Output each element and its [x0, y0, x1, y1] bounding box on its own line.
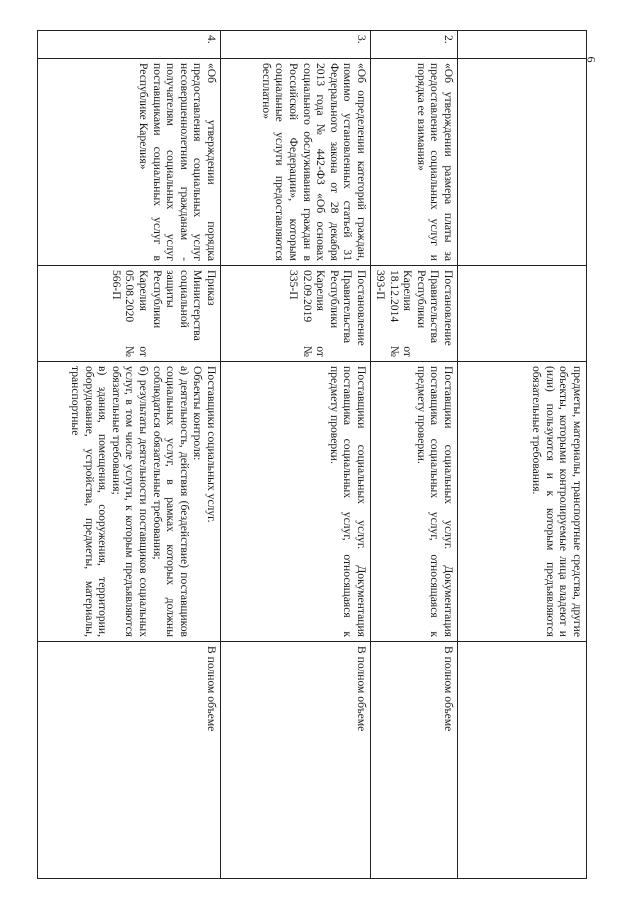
- table-row: [38, 31, 221, 879]
- table-row: [221, 31, 371, 879]
- rotated-table-container: [52, 30, 587, 878]
- cell-number: [458, 31, 587, 59]
- cell-subject: предметы, материалы, транспортные средства, другие объекты, которыми контролируемые лица владеют и (или) пользуются и к которым предъявляются обязательные требования.: [458, 362, 587, 642]
- cell-name: «Об определении категорий граждан, помимо установленных статьей 31 Федерального закона от 28 декабря 2013 года № 442-ФЗ «Об основах социального обслуживания граждан в Российской Федерации», которым социальные услуги предоставляются бесплатно»: [221, 59, 371, 266]
- cell-number: 3.: [221, 31, 371, 59]
- subject-line: б) результаты деятельности поставщиков социальных услуг, в том числе услуги, к которым предъявляются обязательные требования;: [109, 366, 151, 637]
- subject-line: а) деятельность, действия (бездействие) поставщиков социальных услуг, в рамках которых должны соблюдаться обязательные требования;: [150, 366, 191, 637]
- subject-line: в) здания, помещения, сооружения, территории, оборудование, устройства, предметы, материалы, транспортные: [69, 366, 110, 637]
- cell-scope: В полном объеме: [38, 642, 221, 879]
- cell-act: Приказ Министерства социальной защиты Республики Карелия от 05.08.2020 № 566-П: [38, 266, 221, 362]
- cell-subject: Поставщики социальных услуг. Документация поставщика социальных услуг, относящаяся к предмету проверки.: [221, 362, 371, 642]
- cell-subject: [38, 362, 221, 642]
- cell-name: «Об утверждении порядка предоставления социальных услуг несовершеннолетним гражданам - получателям социальных услуг поставщиками социальных услуг в Республике Карелия»: [38, 59, 221, 266]
- subject-line: Объекты контроля:: [191, 366, 205, 461]
- cell-name: «Об утверждении размера платы за предоставление социальных услуг и порядка ее взимания»: [371, 59, 458, 266]
- page-number: 6: [584, 56, 599, 63]
- cell-scope: В полном объеме: [221, 642, 371, 879]
- cell-scope: В полном объеме: [371, 642, 458, 879]
- cell-act: Постановление Правительства Республики Карелия от 02.09.2019 № 335-П: [221, 266, 371, 362]
- table-row: [458, 31, 587, 879]
- cell-act: Постановление Правительства Республики Карелия от 18.12.2014 № 393-П: [371, 266, 458, 362]
- cell-name: [458, 59, 587, 266]
- cell-number: 4.: [38, 31, 221, 59]
- document-page: [52, 30, 587, 878]
- subject-line: Поставщики социальных услуг.: [205, 366, 218, 523]
- cell-subject: Поставщики социальных услуг. Документация поставщика социальных услуг, относящаяся к предмету проверки.: [371, 362, 458, 642]
- cell-number: 2.: [371, 31, 458, 59]
- table-row: [371, 31, 458, 879]
- cell-scope: [458, 642, 587, 879]
- requirements-table: [37, 30, 587, 879]
- cell-act: [458, 266, 587, 362]
